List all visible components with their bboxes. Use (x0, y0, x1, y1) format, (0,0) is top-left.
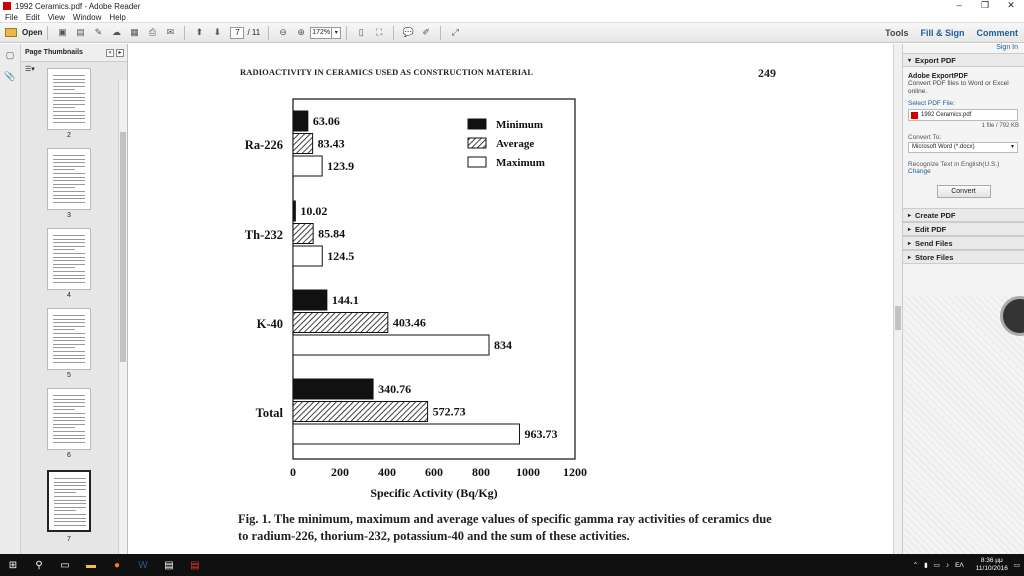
data-label: 403.46 (392, 315, 426, 330)
thumbnail-text-line (53, 424, 85, 425)
bar-minimum (293, 111, 308, 131)
legend-swatch-average (468, 138, 486, 148)
zoom-dropdown[interactable]: ▾ (332, 27, 341, 39)
thumbnail-text-line (53, 118, 85, 119)
bar-chart (128, 44, 893, 554)
panel-background (903, 296, 1024, 554)
convert-to-label: Convert To: (908, 134, 942, 141)
thumbnail-text-line (53, 322, 85, 323)
adobe-reader-icon (3, 2, 11, 10)
recognize-text-label: Recognize Text in English(U.S.) (908, 161, 1000, 168)
data-label: 124.5 (327, 249, 355, 263)
menu-file[interactable]: File (5, 12, 18, 22)
export-pdf-section[interactable]: ▾ Export PDF (903, 53, 1024, 67)
thumbnail-text-line (53, 75, 85, 76)
thumbnail-text-line (53, 438, 85, 439)
taskbar (0, 554, 1024, 576)
page-header: RADIOACTIVITY IN CERAMICS USED AS CONSTRUCTION MATERIAL (240, 67, 534, 77)
bar-maximum (293, 156, 322, 176)
data-label: 63.06 (312, 114, 340, 128)
thumbnail-text-line (53, 427, 75, 428)
category-label: Th-232 (244, 227, 283, 242)
thumbnail-text-line (53, 89, 75, 90)
thumbnail-text-line (53, 333, 85, 334)
thumbnail-text-line (53, 355, 85, 356)
export-pdf-icon[interactable]: ▤ (76, 27, 85, 37)
thumbnail-text-line (53, 162, 85, 163)
comment-button[interactable]: Comment (976, 28, 1018, 38)
thumbnail-text-line (53, 239, 85, 240)
open-label: Open (22, 28, 43, 37)
sign-in-link[interactable]: Sign In (996, 44, 1018, 51)
bar-average (293, 134, 313, 154)
thumbnail-text-line (53, 177, 85, 178)
close-button[interactable]: ✕ (1007, 0, 1015, 10)
window-title: 1992 Ceramics.pdf - Adobe Reader (15, 1, 141, 11)
fit-page-icon[interactable]: ▯ (358, 27, 364, 37)
toolbar (0, 23, 1024, 43)
thumbnail-text-line (53, 442, 85, 443)
data-label: 834 (493, 338, 512, 352)
toolbar-divider (47, 26, 48, 40)
thumbnail-options-icon[interactable]: ☰▾ (25, 66, 35, 73)
toolbar-divider (393, 26, 394, 40)
legend-label: Average (496, 138, 535, 150)
adobe-export-title: Adobe ExportPDF (908, 73, 968, 80)
figure-caption: Fig. 1. The minimum, maximum and average values of specific gamma ray activities of ceramics due to radium-226, thorium-232, potassium-40 and the sum of these activities. (238, 512, 772, 543)
section-label: Store Files (915, 252, 954, 262)
thumbnail-text-line (53, 395, 85, 396)
x-tick-label: 200 (331, 465, 349, 479)
thumbnail-text-line (53, 417, 85, 418)
thumbnail-text-line (53, 104, 85, 105)
minimize-button[interactable]: – (956, 0, 962, 10)
thumbnail-text-line (53, 431, 85, 432)
page-label: 7 (67, 536, 71, 543)
data-label: 572.73 (432, 404, 466, 419)
thumbnail-text-line (53, 358, 85, 359)
thumbnail-text-line (54, 514, 86, 515)
collapse-left-icon[interactable]: « (106, 49, 114, 57)
category-label: K-40 (256, 316, 283, 331)
bar-maximum (293, 424, 519, 444)
thumbnail-text-line (54, 489, 86, 490)
thumbnail-text-line (54, 500, 86, 501)
windows-start-icon[interactable]: ⊞ (8, 559, 18, 571)
toolbar-divider (268, 26, 269, 40)
highlight-icon[interactable]: ✐ (422, 27, 430, 37)
thumbnail-text-line (53, 166, 85, 167)
thumbnail-text-line (53, 195, 85, 196)
legend-label: Maximum (496, 157, 545, 169)
file-count: 1 file / 792 KB (981, 123, 1019, 129)
document-view (128, 44, 893, 554)
thumbnail-text-line (53, 275, 85, 276)
page-label: 2 (67, 132, 71, 139)
thumbnails-panel (21, 44, 128, 554)
pdf-file-icon (911, 112, 918, 119)
thumbnail-text-line (53, 97, 85, 98)
x-tick-label: 600 (425, 465, 443, 479)
legend-label: Minimum (496, 119, 544, 131)
battery-icon[interactable]: ▭ (933, 562, 940, 569)
x-tick-label: 0 (290, 465, 296, 479)
thumbnail-text-line (53, 198, 85, 199)
title-bar (0, 0, 1024, 12)
thumbnail-text-line (54, 507, 86, 508)
page-thumbnail-2[interactable] (47, 68, 91, 130)
thumbnail-text-line (53, 264, 85, 265)
file-name: 1992 Ceramics.pdf (921, 112, 972, 118)
thumbnail-text-line (53, 340, 85, 341)
thumbnail-text-line (53, 347, 75, 348)
page-label: 3 (67, 212, 71, 219)
thumbnail-text-line (53, 115, 85, 116)
thumbnail-text-line (54, 510, 76, 511)
notifications-icon[interactable]: ▭ (1013, 562, 1020, 569)
tools-pane (902, 44, 1024, 554)
task-view-icon[interactable]: ▭ (60, 559, 70, 571)
page-thumbnail-7[interactable] (47, 470, 91, 532)
thumbnail-text-line (53, 173, 85, 174)
page-label: 6 (67, 452, 71, 459)
thumbnail-text-line (53, 344, 85, 345)
x-axis-label: Specific Activity (Bq/Kg) (370, 486, 498, 500)
thumbnail-text-line (53, 111, 85, 112)
thumbnail-text-line (53, 100, 85, 101)
previous-page-icon[interactable]: ⬆ (195, 27, 204, 37)
thumbnail-text-line (53, 406, 85, 407)
thumbnail-text-line (53, 413, 85, 414)
attachments-icon[interactable]: 📎 (4, 70, 16, 81)
word-icon[interactable]: W (138, 559, 148, 571)
page-label: 5 (67, 372, 71, 379)
thumbnail-text-line (54, 496, 86, 497)
thumbnail-text-line (53, 326, 85, 327)
format-value: Microsoft Word (*.docx) (912, 144, 975, 150)
data-label: 963.73 (524, 427, 558, 441)
thumbnail-text-line (53, 409, 75, 410)
file-explorer-icon[interactable]: ▬ (86, 559, 96, 571)
bar-average (293, 313, 388, 333)
thumbnail-text-line (53, 278, 85, 279)
bar-average (293, 402, 428, 422)
page-total: / 11 (247, 28, 261, 37)
x-tick-label: 400 (378, 465, 396, 479)
thumbnail-text-line (53, 79, 85, 80)
thumbnail-text-line (54, 478, 86, 479)
bar-average (293, 224, 313, 244)
page-number: 249 (758, 66, 776, 80)
thumbnail-text-line (53, 337, 85, 338)
convert-button[interactable]: Convert (937, 185, 991, 198)
page-number-input[interactable]: 7 (230, 27, 244, 39)
create-pdf-section[interactable]: ▸ Create PDF (903, 208, 1024, 222)
create-pdf-icon[interactable]: ▣ (58, 27, 67, 37)
thumbnail-text-line (53, 184, 85, 185)
bar-minimum (293, 201, 295, 221)
send-files-section[interactable]: ▸ Send Files (903, 236, 1024, 250)
thumbnail-text-line (53, 315, 85, 316)
thumbnail-text-line (53, 260, 85, 261)
data-label: 123.9 (327, 159, 355, 173)
navigation-strip (0, 44, 21, 554)
data-label: 85.84 (318, 226, 346, 241)
page-label: 4 (67, 292, 71, 299)
thumbnail-text-line (53, 246, 85, 247)
page-thumbnail-3[interactable] (47, 148, 91, 210)
thumbnail-text-line (53, 235, 85, 236)
change-link[interactable]: Change (908, 168, 931, 175)
data-label: 144.1 (331, 293, 359, 307)
x-tick-label: 800 (472, 465, 490, 479)
firefox-icon[interactable]: ● (113, 559, 121, 571)
thumbnail-text-line (53, 362, 85, 363)
clock-time: 8:36 μμ (980, 557, 1003, 564)
thumbnail-text-line (53, 399, 85, 400)
store-files-section[interactable]: ▸ Store Files (903, 250, 1024, 264)
data-label: 10.02 (300, 204, 328, 218)
thumbnail-text-line (53, 180, 85, 181)
export-description: Convert PDF files to Word or Excel online. (908, 80, 1009, 95)
zoom-input[interactable]: 172% (310, 27, 332, 39)
category-label: Total (255, 405, 283, 420)
folder-icon (5, 28, 17, 37)
section-label: Edit PDF (915, 224, 947, 234)
thumbnails-scrollbar[interactable] (118, 80, 127, 554)
data-label: 83.43 (317, 136, 345, 151)
thumbnail-text-line (54, 482, 86, 483)
fill-sign-button[interactable]: Fill & Sign (920, 28, 965, 38)
save-icon[interactable]: ▦ (130, 27, 139, 37)
system-tray (907, 554, 1020, 576)
thumbnail-text-line (53, 159, 85, 160)
data-label: 340.76 (378, 382, 412, 396)
thumbnail-text-line (53, 319, 85, 320)
clock-date: 11/10/2016 (975, 565, 1008, 572)
bar-maximum (293, 335, 489, 355)
thumbnail-text-line (53, 351, 85, 352)
thumbnail-text-line (53, 402, 85, 403)
toolbar-divider (184, 26, 185, 40)
thumbnail-text-line (53, 169, 75, 170)
document-icon[interactable]: ▤ (164, 559, 174, 571)
thumbnail-text-line (54, 503, 86, 504)
page-thumbnail-5[interactable] (47, 308, 91, 370)
edit-icon[interactable]: ✎ (94, 27, 103, 37)
thumbnail-text-line (53, 187, 75, 188)
zoom-out-icon[interactable]: ⊖ (279, 27, 287, 37)
page-thumbnail-6[interactable] (47, 388, 91, 450)
select-pdf-label: Select PDF File: (908, 100, 955, 107)
thumbnail-text-line (53, 191, 85, 192)
volume-icon[interactable]: ♪ (945, 561, 950, 569)
export-pdf-label: Export PDF (915, 55, 956, 65)
network-icon[interactable]: ▮ (924, 562, 928, 569)
thumbnail-text-line (53, 282, 85, 283)
menu-bar (0, 12, 1024, 23)
fit-width-icon[interactable]: ⛶ (376, 27, 383, 37)
menu-help[interactable]: Help (109, 12, 126, 22)
menu-edit[interactable]: Edit (25, 12, 40, 22)
open-button[interactable] (5, 28, 42, 37)
thumbnail-text-line (53, 86, 85, 87)
thumbnails-icon[interactable]: ▢ (5, 49, 15, 60)
category-label: Ra-226 (244, 137, 283, 152)
legend-swatch-minimum (468, 119, 486, 129)
thumbnail-text-line (53, 271, 85, 272)
thumbnail-text-line (54, 485, 86, 486)
expand-icon[interactable]: ⤢ (451, 27, 459, 37)
legend-swatch-maximum (468, 157, 486, 167)
thumbnail-text-line (54, 518, 86, 519)
menu-window[interactable]: Window (72, 12, 102, 22)
menu-view[interactable]: View (47, 12, 65, 22)
page-thumbnail-4[interactable] (47, 228, 91, 290)
chevron-down-icon: ▾ (1010, 144, 1014, 150)
thumbnail-text-line (53, 93, 85, 94)
thumbnail-text-line (54, 525, 86, 526)
thumbnail-text-line (53, 257, 85, 258)
x-tick-label: 1200 (563, 465, 587, 479)
thumbnail-text-line (53, 242, 85, 243)
thumbnail-text-line (53, 267, 75, 268)
thumbnail-text-line (53, 107, 75, 108)
bar-minimum (293, 379, 373, 399)
toolbar-divider (346, 26, 347, 40)
zoom-in-icon[interactable]: ⊕ (297, 27, 305, 37)
pdf-file-field[interactable] (908, 109, 1018, 121)
toolbar-divider (440, 26, 441, 40)
format-select[interactable] (908, 142, 1018, 153)
clock[interactable] (970, 557, 1008, 573)
cloud-icon[interactable]: ☁ (111, 27, 121, 37)
document-scrollbar[interactable] (893, 44, 902, 554)
thumbnail-text-line (53, 249, 75, 250)
thumbnail-list (21, 80, 117, 554)
next-page-icon[interactable]: ⬇ (213, 27, 222, 37)
section-label: Send Files (915, 238, 953, 248)
edit-pdf-section[interactable]: ▸ Edit PDF (903, 222, 1024, 236)
panel-options-icon[interactable]: ▸ (116, 49, 124, 57)
thumbnail-text-line (53, 435, 85, 436)
chevron-up-icon[interactable]: ⌃ (912, 562, 919, 569)
language-indicator[interactable]: ΕΛ (955, 561, 964, 569)
print-icon[interactable]: ⎙ (148, 27, 157, 37)
thumbnail-text-line (53, 202, 85, 203)
search-icon[interactable]: ⚲ (35, 559, 43, 571)
bar-maximum (293, 246, 322, 266)
thumbnail-text-line (53, 253, 85, 254)
thumbnail-text-line (53, 82, 85, 83)
section-label: Create PDF (915, 210, 956, 220)
thumbnail-text-line (53, 155, 85, 156)
thumbnail-text-line (53, 420, 85, 421)
thumbnail-text-line (53, 329, 75, 330)
bar-minimum (293, 290, 327, 310)
email-icon[interactable]: ✉ (166, 27, 175, 37)
thumbnail-text-line (54, 492, 76, 493)
maximize-button[interactable]: ❐ (980, 0, 990, 10)
x-tick-label: 1000 (516, 465, 540, 479)
sticky-note-icon[interactable]: 💬 (402, 27, 414, 37)
thumbnails-title: Page Thumbnails (25, 49, 83, 56)
thumbnail-text-line (53, 122, 85, 123)
thumbnail-text-line (54, 521, 86, 522)
adobe-reader-taskbar-icon[interactable]: ▤ (190, 559, 200, 571)
tools-button[interactable]: Tools (885, 28, 909, 38)
